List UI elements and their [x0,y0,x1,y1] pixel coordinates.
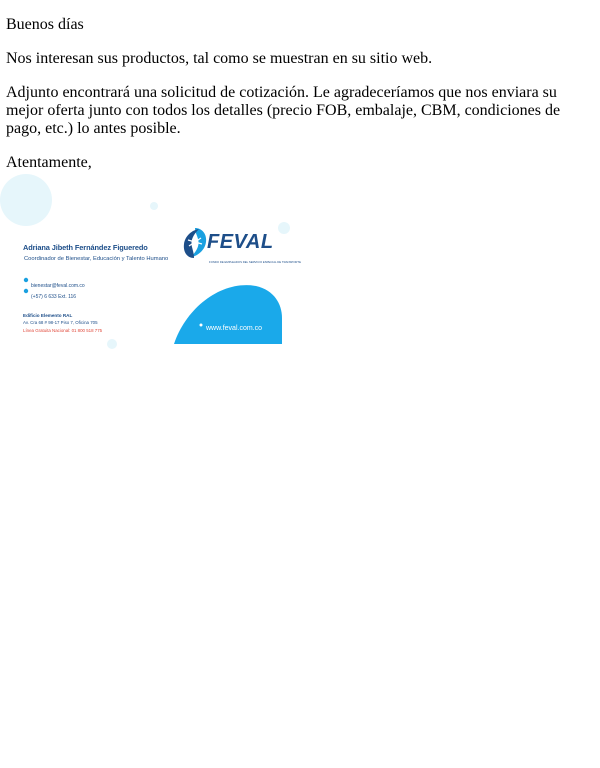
email-body [0,0,572,172]
feval-logo-icon [182,226,208,260]
feval-logo-text: FEVAL [207,231,274,253]
signature-name: Adriana Jibeth Fernández Figueredo [23,243,148,252]
signature-building: Edificio Elemento RAL [23,313,73,318]
closing: Atentamente, [6,154,92,171]
paragraph-interest: Nos interesan sus productos, tal como se muestran en su sitio web. [6,50,433,67]
feval-tagline: FONDO DE EMPLEADOS DEL SERVICIO ESPECIAL DE TRANSPORTE [209,260,301,264]
signature-email[interactable]: bienestar@feval.com.co [31,283,85,289]
paragraph-request: Adjunto encontrará una solicitud de cotización. Le agradeceríamos que nos enviara su mejor oferta junto con todos los detalles (precio FOB, embalaje, CBM, condiciones de pago, etc.) lo antes posible. [6,84,561,137]
signature-address: Av. Cra 68 # 98-17 Piso 7, Oficina 705 [23,320,98,325]
greeting: Buenos días [6,16,84,33]
signature-website-link[interactable]: www.feval.com.co [206,325,263,332]
signature-phone-line: Línea Gratuita Nacional: 01 800 518 775 [23,328,103,333]
signature-role: Coordinador de Bienestar, Educación y Talento Humano [24,256,169,262]
signature-image [6,208,301,344]
signature-phone: (+57) 6 633 Ext. 116 [31,294,77,300]
